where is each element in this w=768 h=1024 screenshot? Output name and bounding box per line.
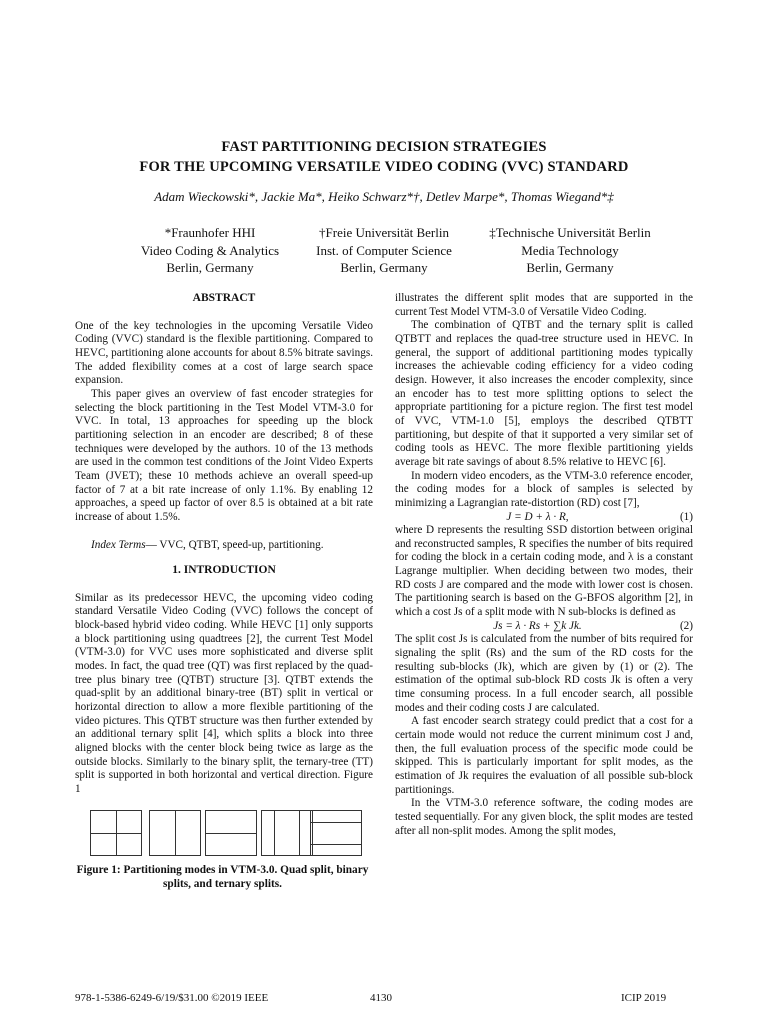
index-terms	[75, 539, 373, 553]
equation-1-number: (1)	[679, 510, 693, 523]
ternary-vertical-split-diagram	[261, 810, 313, 856]
index-terms-label: Index Terms	[91, 538, 146, 551]
abstract-paragraph-2: This paper gives an overview of fast encoder strategies for selecting the block partitioning in the Test Model VTM-3.0 for VVC. In total, 13 approaches for speeding up the block partitioning selection in an encoder are described; 8 of these techniques were developed by the authors. 10 of the 13 methods are used in the common test conditions of the Joint Video Experts Team (JVET); these 10 methods achieve an overall speed-up factor of 7 at a bit rate increase of only 1.1%. By enabling 12 approaches, a speed up factor of over 8.5 is obtained at a bit rate increase of about 1.5%.	[75, 387, 373, 523]
right-paragraph-0: illustrates the different split modes that are supported in the current Test Model VTM-3.0 of Versatile Video Coding.	[395, 292, 693, 318]
abstract-heading: ABSTRACT	[192, 292, 256, 304]
author-list: Adam Wieckowski*, Jackie Ma*, Heiko Schwarz*†, Detlev Marpe*, Thomas Wiegand*‡	[154, 189, 614, 204]
paper-title	[0, 137, 768, 177]
equation-2	[395, 620, 693, 634]
right-paragraph-5: A fast encoder search strategy could predict that a cost for a certain mode would not reduce the current minimum cost J and, then, the full evaluation process of the specific mode could be skipped. This is particularly important for split modes, as the estimation of Jk requires the evaluation of all possible sub-block partitionings.	[395, 715, 693, 796]
right-column	[395, 292, 693, 838]
index-terms-text: — VVC, QTBT, speed-up, partitioning.	[145, 538, 324, 551]
right-paragraph-2: In modern video encoders, as the VTM-3.0 reference encoder, the coding modes for a block of samples is selected by minimizing a Lagrangian rate-distortion (RD) cost [7],	[395, 469, 693, 509]
title-line-1: FAST PARTITIONING DECISION STRATEGIES	[221, 139, 547, 155]
equation-1	[395, 511, 693, 525]
equation-1-formula: J = D + λ · R,	[506, 510, 569, 523]
quad-split-diagram	[90, 810, 142, 856]
affiliation-2: †Freie Universität Berlin Inst. of Computer Science Berlin, Germany	[316, 225, 452, 275]
right-paragraph-1: The combination of QTBT and the ternary split is called QTBTT and replaces the quad-tree structure used in HEVC. In general, the support of additional partitioning modes typically increases the achievable coding efficiency for a video coding design. However, it also increases the encoder complexity, since an encoder has to test more splitting options to select the appropriate partitioning for a picture region. The first test model of VVC, VTM-1.0 [5], employs the described QTBTT partitioning, but despite of that it supported a very similar set of coding tools as HEVC. The more flexible partitioning yields average bit rate savings of about 8.5% relative to HEVC [6].	[395, 319, 693, 468]
equation-2-formula: Js = λ · Rs + ∑k Jk.	[493, 619, 582, 632]
ternary-horizontal-split-diagram	[310, 810, 362, 856]
left-column	[75, 292, 373, 797]
footer-page-number: 4130	[370, 992, 392, 1004]
figure-1-caption: Figure 1: Partitioning modes in VTM-3.0. Quad split, binary splits, and ternary splits.	[76, 864, 369, 890]
equation-2-number: (2)	[679, 619, 693, 632]
footer-copyright: 978-1-5386-6249-6/19/$31.00 ©2019 IEEE	[75, 992, 269, 1004]
right-paragraph-6: In the VTM-3.0 reference software, the coding modes are tested sequentially. For any given block, the split modes are tested after all non-split modes. Among the split modes,	[395, 797, 693, 837]
right-paragraph-3: where D represents the resulting SSD distortion between original and reconstructed samples, R specifies the number of bits required for coding the block in a certain coding mode, and λ is a constant Lagrange multiplier. When deciding between two modes, their RD costs J are compared and the mode with lower cost is chosen. The partitioning search is based on the G-BFOS algorithm [2], in which a cost Js of a split mode with N sub-blocks is defined as	[395, 524, 693, 619]
introduction-heading: 1. INTRODUCTION	[172, 564, 276, 577]
footer-conference: ICIP 2019	[621, 992, 667, 1004]
title-line-2: FOR THE UPCOMING VERSATILE VIDEO CODING (VVC) STANDARD	[139, 159, 629, 175]
affiliation-3: ‡Technische Universität Berlin Media Technology Berlin, Germany	[489, 225, 651, 275]
introduction-paragraph-1: Similar as its predecessor HEVC, the upcoming video coding standard Versatile Video Coding (VVC) follows the concept of block-based hybrid video coding. While HEVC [1] only supports a block partitioning using quadtrees [2], the current Test Model (VTM-3.0) for VVC uses more sophisticated and diverse split modes. In fact, the quad tree (QT) was first replaced by the quad-tree plus binary tree (QTBT) structure [3]. QTBT extends the quad-split by an additional binary-tree (BT) split in vertical or horizontal direction to allow a more flexible partitioning of the video pictures. This QTBT structure was then further extended by an additional ternary split [4], which splits a block into three aligned blocks with the center block being twice as large as the outside blocks. Similarly to the binary split, the ternary-tree (TT) split is supported in both horizontal and vertical direction. Figure 1	[75, 591, 373, 795]
right-paragraph-4: The split cost Js is calculated from the number of bits required for signaling the split (Rs) and the sum of the RD costs for the resulting sub-blocks (Jk), which are given by (1) or (2). The estimation of the optimal sub-block RD costs Jk is often a very time consuming process. In a full encoder search, all possible modes and their coding costs J are calculated.	[395, 633, 693, 714]
abstract-paragraph-1: One of the key technologies in the upcoming Versatile Video Coding (VVC) standard is the flexible partitioning. Compared to HEVC, partitioning alone accounts for about 8.5% bitrate savings. The added flexibility comes at a cost of large search space expansion.	[75, 319, 373, 387]
binary-vertical-split-diagram	[149, 810, 201, 856]
affiliation-1: *Fraunhofer HHI Video Coding & Analytics Berlin, Germany	[140, 225, 280, 275]
binary-horizontal-split-diagram	[205, 810, 257, 856]
